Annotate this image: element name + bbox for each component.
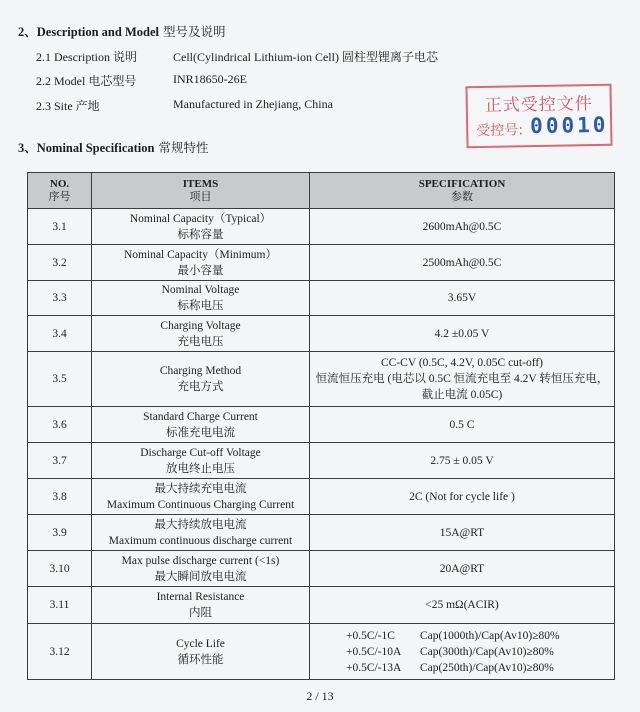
row-number: 3.11 xyxy=(28,587,92,624)
section-2-title: 2、Description and Model xyxy=(18,25,159,39)
row-spec: 2500mAh@0.5C xyxy=(310,245,615,281)
header-items-label: ITEMS xyxy=(182,177,219,190)
item-label-cn: 最小容量 xyxy=(177,264,224,277)
header-items-cn: 项目 xyxy=(189,190,212,203)
item-label: Max pulse discharge current (<1s) xyxy=(121,554,280,567)
row-number: 3.5 xyxy=(28,352,92,407)
row-number: 3.7 xyxy=(28,443,92,479)
stamp-number: 00010 xyxy=(529,112,609,139)
description-label: 2.1 Description 说明 xyxy=(36,50,137,64)
stamp-number-label: 受控号: xyxy=(476,122,524,140)
header-spec xyxy=(310,173,615,209)
cycle-value: Cap(1000th)/Cap(Av10)≥80% xyxy=(420,629,560,642)
table-row xyxy=(28,316,615,352)
row-item xyxy=(92,587,310,624)
item-label: Nominal Capacity（Minimum） xyxy=(124,248,277,261)
cycle-line xyxy=(346,644,611,660)
cycle-condition: +0.5C/-13A xyxy=(346,661,402,674)
row-spec: 3.65V xyxy=(310,281,615,316)
row-item xyxy=(92,624,310,680)
row-number: 3.10 xyxy=(28,551,92,587)
section-3-heading xyxy=(18,138,208,156)
row-spec: 15A@RT xyxy=(310,515,615,551)
row-spec xyxy=(310,352,615,407)
item-label: Internal Resistance xyxy=(156,591,245,603)
item-label: Standard Charge Current xyxy=(143,410,258,423)
row-number: 3.1 xyxy=(28,209,92,245)
item-label-cn: 充电电压 xyxy=(177,335,224,348)
row-item xyxy=(92,352,310,407)
section-3-title-cn: 常规特性 xyxy=(158,141,209,155)
row-number: 3.6 xyxy=(28,407,92,443)
item-label-cn: 内阻 xyxy=(189,607,212,619)
section-2-title-cn: 型号及说明 xyxy=(162,25,226,39)
table-header-row xyxy=(28,173,615,209)
cycle-line xyxy=(346,628,611,644)
row-item xyxy=(92,281,310,316)
cycle-value: Cap(250th)/Cap(Av10)≥80% xyxy=(420,661,554,674)
section-3-title: 3、Nominal Specification xyxy=(18,141,155,155)
row-item xyxy=(92,316,310,352)
row-number: 3.12 xyxy=(28,624,92,680)
cycle-line xyxy=(346,660,611,676)
row-number: 3.4 xyxy=(28,316,92,352)
table-row xyxy=(28,479,615,515)
table-row xyxy=(28,515,615,551)
table-row xyxy=(28,587,615,624)
row-number: 3.8 xyxy=(28,479,92,515)
section-2-heading xyxy=(18,22,226,40)
row-item xyxy=(92,479,310,515)
model-row xyxy=(36,72,247,89)
table-row xyxy=(28,551,615,587)
spec-table xyxy=(27,172,615,680)
row-number: 3.2 xyxy=(28,245,92,281)
model-label: 2.2 Model 电芯型号 xyxy=(36,74,137,88)
header-no-cn: 序号 xyxy=(48,190,71,203)
row-spec: 0.5 C xyxy=(310,407,615,443)
row-spec xyxy=(310,624,615,680)
item-label: Cycle Life xyxy=(176,637,225,650)
row-item xyxy=(92,209,310,245)
page-number: 2 / 13 xyxy=(306,689,334,703)
row-spec: 2.75 ± 0.05 V xyxy=(310,443,615,479)
stamp-title: 正式受控文件 xyxy=(484,94,593,116)
header-spec-cn: 参数 xyxy=(451,190,473,203)
item-label-cn: 最大瞬间放电电流 xyxy=(154,570,247,583)
spec-line-2: 恒流恒压充电 (电芯以 0.5C 恒流充电至 4.2V 转恒压充电，截止电流 0.05C) xyxy=(315,373,609,401)
header-no-label: NO. xyxy=(49,177,70,190)
item-label: 最大持续充电电流 xyxy=(154,482,247,495)
item-label: Nominal Voltage xyxy=(161,284,240,296)
item-label-cn: Maximum Continuous Charging Current xyxy=(106,498,295,511)
row-item xyxy=(92,443,310,479)
row-item xyxy=(92,551,310,587)
item-label: 最大持续放电电流 xyxy=(154,518,247,531)
cycle-condition: +0.5C/-1C xyxy=(346,629,395,642)
row-item xyxy=(92,515,310,551)
row-spec: 4.2 ±0.05 V xyxy=(310,316,615,352)
item-label-cn: Maximum continuous discharge current xyxy=(108,534,293,547)
table-row xyxy=(28,443,615,479)
item-label-cn: 标称电压 xyxy=(177,300,224,312)
controlled-document-stamp xyxy=(465,84,612,149)
item-label: Nominal Capacity（Typical） xyxy=(129,212,272,225)
description-row xyxy=(36,48,438,65)
row-item xyxy=(92,407,310,443)
row-spec: 2600mAh@0.5C xyxy=(310,209,615,245)
table-row xyxy=(28,407,615,443)
row-number: 3.3 xyxy=(28,281,92,316)
item-label-cn: 放电终止电压 xyxy=(166,462,235,475)
item-label-cn: 标称容量 xyxy=(177,228,224,241)
item-label-cn: 充电方式 xyxy=(177,381,224,393)
site-row xyxy=(36,97,333,114)
model-value: INR18650-26E xyxy=(173,72,247,86)
item-label: Discharge Cut-off Voltage xyxy=(140,446,261,459)
cycle-value: Cap(300th)/Cap(Av10)≥80% xyxy=(420,645,554,658)
item-label-cn: 循环性能 xyxy=(177,653,224,666)
row-number: 3.9 xyxy=(28,515,92,551)
table-row xyxy=(28,209,615,245)
item-label: Charging Voltage xyxy=(160,319,241,332)
header-no xyxy=(28,173,92,209)
spec-line-1: CC-CV (0.5C, 4.2V, 0.05C cut-off) xyxy=(381,357,543,369)
row-spec: 20A@RT xyxy=(310,551,615,587)
header-spec-label: SPECIFICATION xyxy=(418,177,506,190)
table-row xyxy=(28,245,615,281)
item-label-cn: 标准充电电流 xyxy=(166,426,235,439)
site-value: Manufactured in Zhejiang, China xyxy=(173,97,333,111)
table-row xyxy=(28,624,615,680)
table-row xyxy=(28,352,615,407)
cycle-condition: +0.5C/-10A xyxy=(346,645,402,658)
item-label: Charging Method xyxy=(159,365,242,377)
table-row xyxy=(28,281,615,316)
description-value: Cell(Cylindrical Lithium-ion Cell) 圆柱型锂离子电芯 xyxy=(173,50,438,64)
row-spec: <25 mΩ(ACIR) xyxy=(310,587,615,624)
header-items xyxy=(92,173,310,209)
row-spec: 2C (Not for cycle life ) xyxy=(310,479,615,515)
site-label: 2.3 Site 产地 xyxy=(36,99,100,113)
row-item xyxy=(92,245,310,281)
